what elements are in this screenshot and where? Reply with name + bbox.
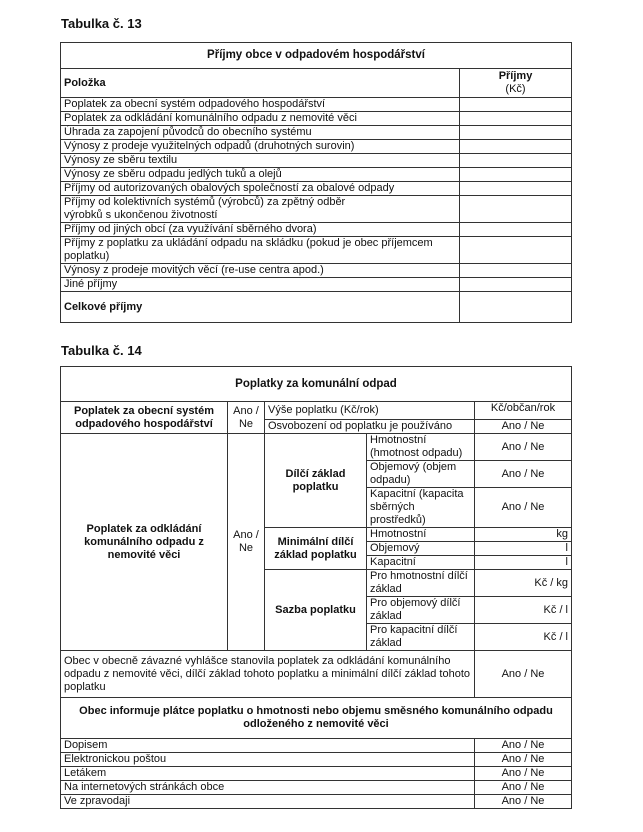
income-cell[interactable] — [460, 237, 572, 264]
fee-amount-cell[interactable]: Kč/občan/rok — [475, 402, 572, 420]
row-label: Hmotnostní (hmotnost odpadu) — [367, 434, 475, 461]
table-row — [61, 126, 572, 140]
info-yesno[interactable]: Ano / Ne — [475, 767, 572, 781]
table14-title: Poplatky za komunální odpad — [61, 367, 572, 402]
row-label: Objemový — [367, 542, 475, 556]
rate-label: Sazba poplatku — [265, 570, 367, 651]
income-cell[interactable] — [460, 168, 572, 182]
income-cell[interactable] — [460, 140, 572, 154]
table14-fees — [60, 366, 572, 809]
row-label: Výnosy z prodeje movitých věcí (re-use centra apod.) — [61, 264, 460, 278]
section1-yesno[interactable]: Ano / Ne — [228, 402, 265, 434]
total-income-cell[interactable] — [460, 292, 572, 323]
row-label: Příjmy od autorizovaných obalových společností za obalové odpady — [61, 182, 460, 196]
yesno-cell[interactable]: Ano / Ne — [475, 488, 572, 528]
income-cell[interactable] — [460, 223, 572, 237]
row-label: Výnosy ze sběru odpadu jedlých tuků a olejů — [61, 168, 460, 182]
row-label: Příjmy od jiných obcí (za využívání sběrného dvora) — [61, 223, 460, 237]
table-row — [61, 278, 572, 292]
table13-income — [60, 42, 572, 323]
info-title: Obec informuje plátce poplatku o hmotnosti nebo objemu směsného komunálního odpadu odloženého z nemovité věci — [61, 698, 572, 739]
row-label: Osvobození od poplatku je používáno — [265, 420, 475, 434]
unit-cell[interactable]: l — [475, 542, 572, 556]
row-label: Hmotnostní — [367, 528, 475, 542]
info-yesno[interactable]: Ano / Ne — [475, 753, 572, 767]
yesno-cell[interactable]: Ano / Ne — [475, 461, 572, 488]
row-label: Pro hmotnostní dílčí základ — [367, 570, 475, 597]
info-row-label: Ve zpravodaji — [61, 795, 475, 809]
unit-cell[interactable]: kg — [475, 528, 572, 542]
row-label: Kapacitní (kapacita sběrných prostředků) — [367, 488, 475, 528]
row-label: Výnosy ze sběru textilu — [61, 154, 460, 168]
exemption-yesno[interactable]: Ano / Ne — [475, 420, 572, 434]
info-row-label: Dopisem — [61, 739, 475, 753]
table-row — [61, 154, 572, 168]
rate-cell[interactable]: Kč / l — [475, 624, 572, 651]
row-label: Úhrada za zapojení původců do obecního systému — [61, 126, 460, 140]
income-cell[interactable] — [460, 264, 572, 278]
row-label: Příjmy od kolektivních systémů (výrobců) za zpětný odběr výrobků s ukončenou životností — [61, 196, 460, 223]
ordinance-yesno[interactable]: Ano / Ne — [475, 651, 572, 698]
row-label: Příjmy z poplatku za ukládání odpadu na skládku (pokud je obec příjemcem poplatku) — [61, 237, 460, 264]
row-label: Jiné příjmy — [61, 278, 460, 292]
table14-caption: Tabulka č. 14 — [61, 343, 142, 358]
income-cell[interactable] — [460, 112, 572, 126]
income-cell[interactable] — [460, 278, 572, 292]
income-cell[interactable] — [460, 98, 572, 112]
row-label: Poplatek za obecní systém odpadového hospodářství — [61, 98, 460, 112]
row-label: Kapacitní — [367, 556, 475, 570]
table13-title: Příjmy obce v odpadovém hospodářství — [61, 43, 572, 69]
info-row-label: Na internetových stránkách obce — [61, 781, 475, 795]
yesno-cell[interactable]: Ano / Ne — [475, 434, 572, 461]
rate-cell[interactable]: Kč / l — [475, 597, 572, 624]
total-row — [61, 292, 572, 323]
table-row — [61, 264, 572, 278]
unit-cell[interactable]: l — [475, 556, 572, 570]
info-yesno[interactable]: Ano / Ne — [475, 739, 572, 753]
section1-label: Poplatek za obecní systém odpadového hospodářství — [61, 402, 228, 434]
col-header-item: Položka — [61, 69, 460, 98]
col-header-income-label: Příjmy — [498, 70, 533, 82]
info-row-label: Letákem — [61, 767, 475, 781]
partial-base-label: Dílčí základ poplatku — [265, 434, 367, 528]
section2-yesno[interactable]: Ano / Ne — [228, 434, 265, 651]
table-row — [61, 98, 572, 112]
row-label: Pro kapacitní dílčí základ — [367, 624, 475, 651]
table13-caption: Tabulka č. 13 — [61, 16, 142, 31]
rate-cell[interactable]: Kč / kg — [475, 570, 572, 597]
row-label: Výnosy z prodeje využitelných odpadů (druhotných surovin) — [61, 140, 460, 154]
info-yesno[interactable]: Ano / Ne — [475, 781, 572, 795]
info-row-label: Elektronickou poštou — [61, 753, 475, 767]
row-label: Pro objemový dílčí základ — [367, 597, 475, 624]
col-header-income-unit: (Kč) — [505, 83, 526, 95]
col-header-income — [460, 69, 572, 98]
info-yesno[interactable]: Ano / Ne — [475, 795, 572, 809]
table-row — [61, 237, 572, 264]
income-cell[interactable] — [460, 154, 572, 168]
min-base-label: Minimální dílčí základ poplatku — [265, 528, 367, 570]
table-row — [61, 223, 572, 237]
income-cell[interactable] — [460, 196, 572, 223]
income-cell[interactable] — [460, 126, 572, 140]
ordinance-label: Obec v obecně závazné vyhlášce stanovila poplatek za odkládání komunálního odpadu z nemovité věci, dílčí základ tohoto poplatku a minimální dílčí základ tohoto poplatku — [61, 651, 475, 698]
row-label: Objemový (objem odpadu) — [367, 461, 475, 488]
table-row — [61, 182, 572, 196]
section2-label: Poplatek za odkládání komunálního odpadu z nemovité věci — [61, 434, 228, 651]
row-label: Výše poplatku (Kč/rok) — [265, 402, 475, 420]
total-label: Celkové příjmy — [61, 292, 460, 323]
table-row — [61, 112, 572, 126]
row-label: Poplatek za odkládání komunálního odpadu z nemovité věci — [61, 112, 460, 126]
table-row — [61, 140, 572, 154]
table-row — [61, 196, 572, 223]
income-cell[interactable] — [460, 182, 572, 196]
table-row — [61, 168, 572, 182]
